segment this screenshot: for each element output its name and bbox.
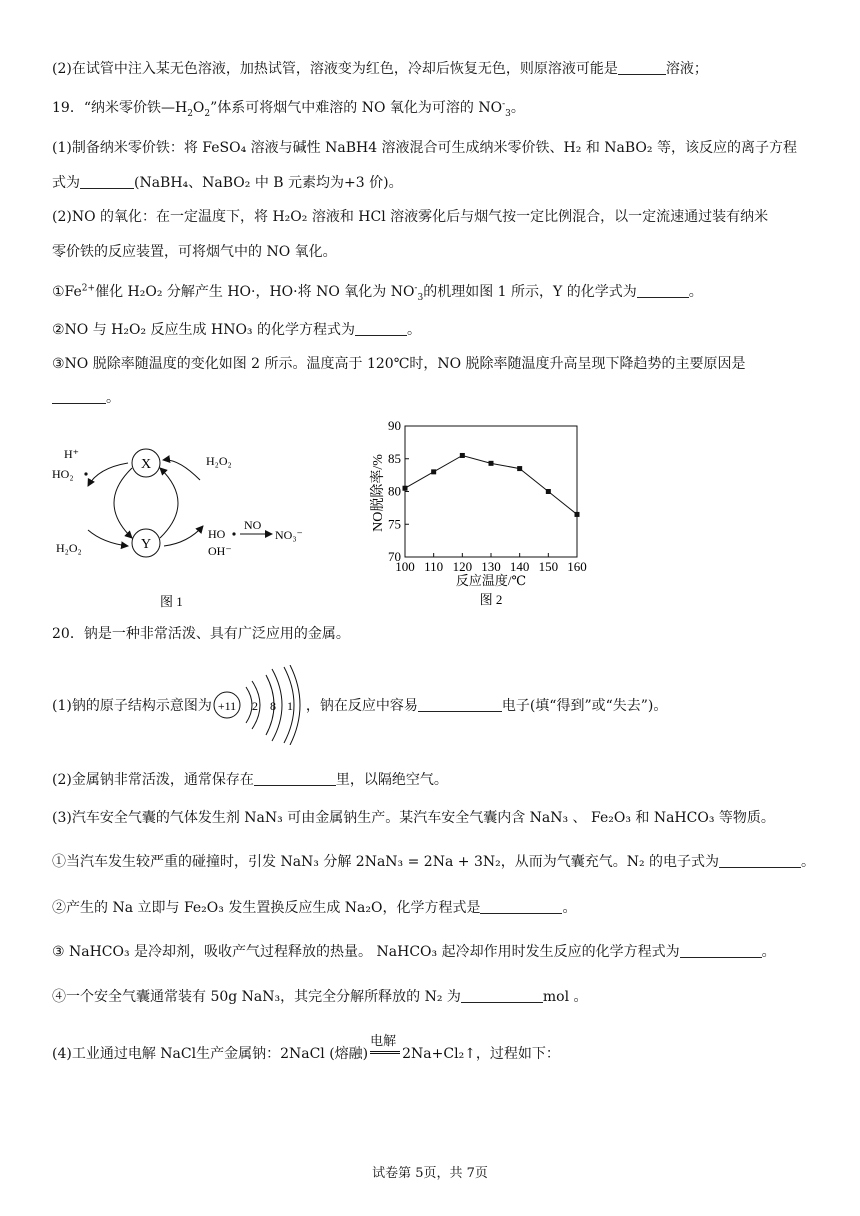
y-axis-label: NO脱除率/% xyxy=(371,454,386,532)
text: (1)钠的原子结构示意图为 xyxy=(52,698,212,714)
data-point xyxy=(460,453,465,458)
q19-s3: ③NO 脱除率随温度的变化如图 2 所示。温度高于 120℃时，NO 脱除率随温度升高呈现下降趋势的主要原因是 xyxy=(52,356,746,372)
y-tick-label: 90 xyxy=(388,418,401,433)
no-label: NO xyxy=(244,518,262,532)
text: ②NO 与 H₂O₂ 反应生成 HNO₃ 的化学方程式为 xyxy=(52,322,355,338)
x-tick-label: 100 xyxy=(395,559,415,574)
y-tick-label: 70 xyxy=(388,549,401,564)
x-label: X xyxy=(140,457,152,472)
x-tick-label: 110 xyxy=(424,559,444,574)
q20-s1 xyxy=(52,852,815,872)
h2o2-right: H₂O₂ xyxy=(206,454,232,468)
arc-left xyxy=(114,468,132,538)
text: (NaBH₄、NaBO₂ 中 B 元素均为+3 价)。 xyxy=(134,175,403,191)
q20-p4 xyxy=(52,1034,560,1064)
data-point xyxy=(575,512,580,517)
oh-label: OH⁻ xyxy=(208,544,232,558)
answer-blank[interactable] xyxy=(618,60,666,75)
answer-blank[interactable] xyxy=(719,853,801,868)
x-tick-label: 150 xyxy=(538,559,559,574)
text: (2)金属钠非常活泼，通常保存在 xyxy=(52,772,254,788)
no3-label: NO₃⁻ xyxy=(275,528,303,542)
radical-dot xyxy=(232,532,235,535)
text: ③ NaHCO₃ 是冷却剂，吸收产气过程释放的热量。 NaHCO₃ 起冷却作用时发生反应的化学方程式为 xyxy=(52,944,680,960)
x-tick-label: 140 xyxy=(509,559,530,574)
q18-part2 xyxy=(52,59,708,79)
answer-blank[interactable] xyxy=(355,321,407,336)
q19-p2-line1: (2)NO 的氧化：在一定温度下，将 H₂O₂ 溶液和 HCl 溶液雾化后与烟气按一定比例混合，以一定流速通过装有纳米 xyxy=(52,209,769,225)
answer-blank[interactable] xyxy=(254,771,336,786)
data-point xyxy=(431,469,436,474)
text: (4)工业通过电解 NaCl生产金属钠：2NaCl (熔融) xyxy=(52,1046,369,1062)
answer-blank[interactable] xyxy=(418,697,502,712)
text: O xyxy=(192,100,205,116)
arc-to-ho2 xyxy=(88,463,128,486)
q20-p3: (3)汽车安全气囊的气体发生剂 NaN₃ 可由金属钠生产。某汽车安全气囊内含 NaN₃ 、 Fe₂O₃ 和 NaHCO₃ 等物质。 xyxy=(52,810,775,826)
q20-s4 xyxy=(52,987,588,1007)
figure-1-mechanism xyxy=(48,438,318,616)
text: 。 xyxy=(510,100,525,116)
answer-blank[interactable] xyxy=(80,174,134,189)
text: 式为 xyxy=(52,175,80,191)
text: ②产生的 Na 立即与 Fe₂O₃ 发生置换反应生成 Na₂O，化学方程式是 xyxy=(52,900,481,916)
answer-blank[interactable] xyxy=(480,899,562,914)
x-tick-label: 160 xyxy=(567,559,587,574)
text: 。 xyxy=(801,854,816,870)
q19-s1: $①Fe^{2+}$催化 H₂O₂ 分解产生 HO·，HO·将 NO 氧化为 $NO^-_3$的机理如图 1 所示，Y 的化学式为 。 xyxy=(52,283,703,303)
shell-3-count: 1 xyxy=(286,699,293,713)
x-tick-label: 120 xyxy=(452,559,473,574)
reaction-condition-arrow xyxy=(370,1034,400,1054)
page-footer: 试卷第 5页，共 7页 xyxy=(372,1166,488,1181)
figure-2-caption: 图 2 xyxy=(479,592,503,607)
text: (2)在试管中注入某无色溶液，加热试管，溶液变为红色，冷却后恢复无色，则原溶液可能是 xyxy=(52,61,618,77)
data-point xyxy=(517,466,522,471)
q19-title: 19．“纳米零价铁$—H_2O_2$”体系可将烟气中难溶的 NO 氧化为可溶的 $NO^-_3$。 xyxy=(52,99,525,119)
text: 的机理如图 1 所示，Y 的化学式为 xyxy=(423,284,637,300)
text: 。 xyxy=(688,284,703,300)
q19-s3-line2 xyxy=(52,388,120,408)
text: 电子(填“得到”或“失去”)。 xyxy=(501,698,668,714)
text: 2+ xyxy=(81,283,96,294)
q20-p2 xyxy=(52,770,448,790)
q19-p2-line2: 零价铁的反应装置，可将烟气中的 NO 氧化。 xyxy=(52,244,337,260)
q20-s3 xyxy=(52,942,776,962)
q19-p1-line2 xyxy=(52,173,403,193)
ho2-label: HO₂ xyxy=(52,467,74,481)
nucleus-charge: +11 xyxy=(217,699,237,713)
ho-label: HO xyxy=(208,527,226,541)
text: mol 。 xyxy=(542,989,588,1005)
arc-right xyxy=(160,468,178,538)
text: ①Fe xyxy=(52,284,82,300)
answer-blank[interactable] xyxy=(461,988,543,1003)
shell-1-count: 2 xyxy=(251,699,258,713)
x-tick-label: 130 xyxy=(481,559,501,574)
text: ④一个安全气囊通常装有 50g NaN₃，其完全分解所释放的 N₂ 为 xyxy=(52,989,461,1005)
q19-p1-line1: (1)制备纳米零价铁：将 FeSO₄ 溶液与碱性 NaBH4 溶液混合可生成纳米零价铁、H₂ 和 NaBO₂ 等，该反应的离子方程 xyxy=(52,140,797,156)
answer-blank[interactable] xyxy=(52,389,106,404)
text: 里，以隔绝空气。 xyxy=(335,772,448,788)
y-tick-label: 85 xyxy=(388,450,401,466)
q20-s2 xyxy=(52,898,576,918)
y-tick-label: 75 xyxy=(388,516,401,532)
figure-2-chart xyxy=(360,418,600,613)
answer-blank[interactable] xyxy=(637,283,689,298)
text: 。 xyxy=(761,944,776,960)
text: ①当汽车发生较严重的碰撞时，引发 NaN₃ 分解 2NaN₃ = 2Na + 3N₂，从而为气囊充气。N₂ 的电子式为 xyxy=(52,854,720,870)
q20-title: 20．钠是一种非常活泼、具有广泛应用的金属。 xyxy=(52,626,350,642)
plot-frame xyxy=(405,426,577,557)
data-point xyxy=(489,461,494,466)
text: 溶液； xyxy=(665,61,708,77)
arc-to-ho xyxy=(164,526,203,546)
radical-dot xyxy=(84,472,87,475)
answer-blank[interactable] xyxy=(680,943,762,958)
figure-1-caption: 图 1 xyxy=(160,594,183,609)
text: 。 xyxy=(106,390,120,406)
text: 2Na+Cl₂↑，过程如下： xyxy=(402,1046,560,1062)
condition-label: 电解 xyxy=(370,1034,397,1049)
data-point xyxy=(403,486,408,491)
y-label: Y xyxy=(140,537,152,552)
text: 19．“纳米零价铁—H xyxy=(52,100,188,116)
text: 催化 H₂O₂ 分解产生 HO·，HO·将 NO 氧化为 NO xyxy=(95,284,415,300)
text: 。 xyxy=(562,900,577,916)
q19-s2 xyxy=(52,320,421,340)
text: ”体系可将烟气中难溶的 NO 氧化为可溶的 NO xyxy=(210,100,503,116)
text: ，钠在反应中容易 xyxy=(305,698,418,714)
data-point xyxy=(546,489,551,494)
q20-p1 xyxy=(52,695,667,716)
x-axis-label: 反应温度/℃ xyxy=(455,573,527,588)
h2o2-left: H₂O₂ xyxy=(56,541,82,555)
arc-from-h2o2-left xyxy=(88,530,128,546)
text: 。 xyxy=(407,322,421,338)
sodium-atom-diagram xyxy=(212,695,306,715)
y-tick-label: 80 xyxy=(388,483,401,499)
shell-2-count: 8 xyxy=(269,699,276,713)
h-plus: H⁺ xyxy=(64,447,79,461)
